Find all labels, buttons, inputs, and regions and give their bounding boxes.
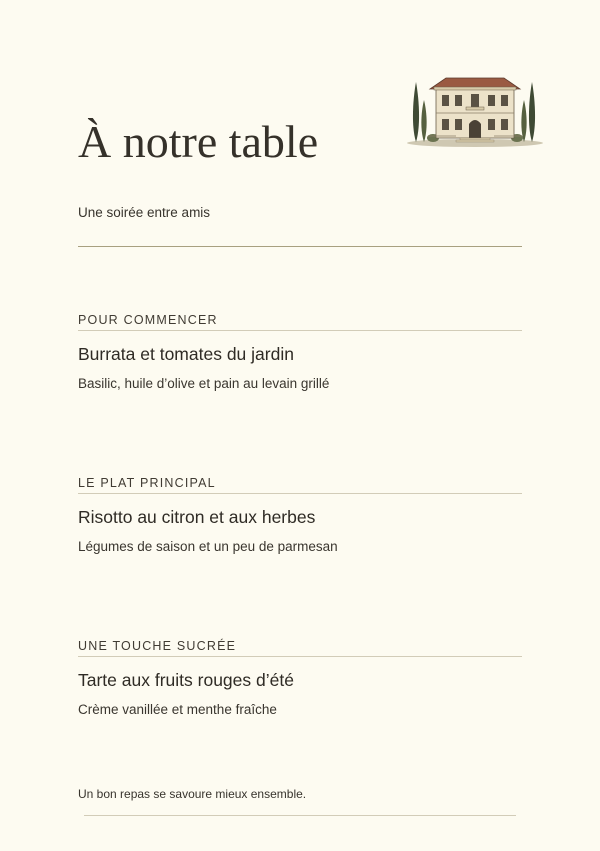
villa-illustration <box>406 68 544 148</box>
course-main <box>78 475 522 556</box>
course-starter <box>78 312 522 393</box>
dish-description: Basilic, huile d’olive et pain au levain grillé <box>78 376 330 391</box>
page-subtitle: Une soirée entre amis <box>78 205 211 220</box>
course-dessert <box>78 638 522 719</box>
footer-text: Un bon repas se savoure mieux ensemble. <box>78 787 307 801</box>
section-divider <box>78 656 522 657</box>
section-label: POUR COMMENCER <box>78 313 218 327</box>
section-label: UNE TOUCHE SUCRÉE <box>78 639 237 653</box>
dish-name: Risotto au citron et aux herbes <box>78 507 316 527</box>
section-label: LE PLAT PRINCIPAL <box>78 476 216 490</box>
page-title: À notre table <box>78 116 319 167</box>
dish-name: Tarte aux fruits rouges d’été <box>78 670 294 690</box>
section-divider <box>78 493 522 494</box>
dish-description: Crème vanillée et menthe fraîche <box>78 702 277 717</box>
footer-divider <box>84 815 516 816</box>
section-divider <box>78 330 522 331</box>
header-divider <box>78 246 522 247</box>
dish-description: Légumes de saison et un peu de parmesan <box>78 539 338 554</box>
dish-name: Burrata et tomates du jardin <box>78 344 294 364</box>
